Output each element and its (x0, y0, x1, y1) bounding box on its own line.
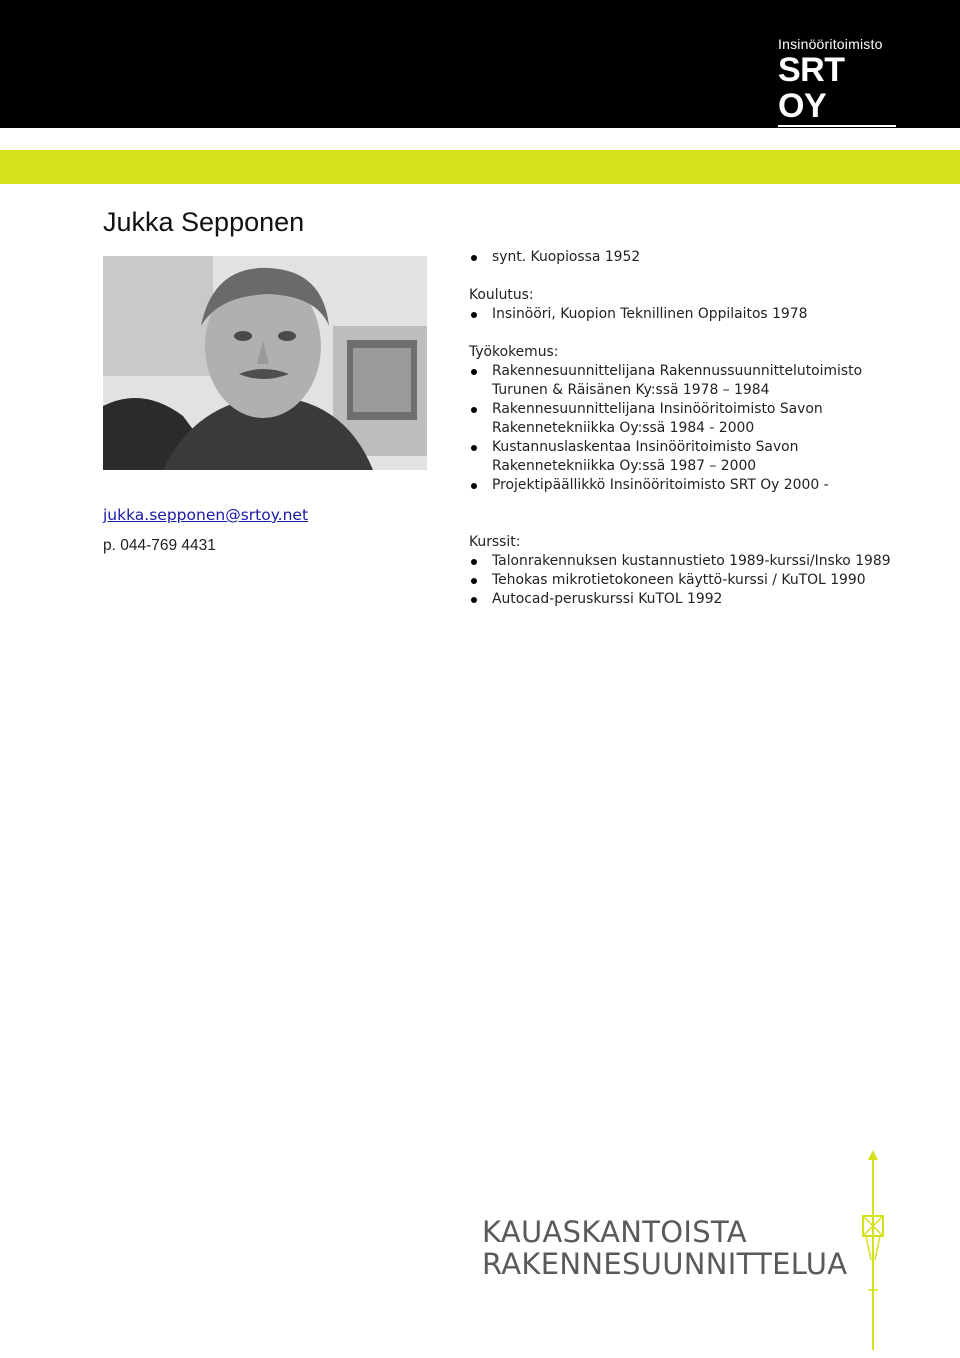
logo-line1: Insinööritoimisto (778, 36, 883, 52)
portrait-photo (103, 256, 427, 470)
list-item: Talonrakennuksen kustannustieto 1989-kurssi/Insko 1989 (469, 552, 899, 571)
email-link[interactable]: jukka.sepponen@srtoy.net (103, 506, 309, 524)
portrait-image (103, 256, 427, 470)
born-item: synt. Kuopiossa 1952 (469, 248, 899, 267)
experience-list (469, 362, 899, 495)
company-logo (778, 36, 900, 127)
phone-number: p. 044-769 4431 (103, 537, 216, 554)
born-list (469, 248, 899, 267)
cv-details (469, 248, 899, 609)
education-list (469, 305, 899, 324)
person-name: Jukka Sepponen (103, 207, 305, 237)
logo-line2: SRT OY (778, 51, 845, 125)
list-item: Kustannuslaskentaa Insinööritoimisto Savon Rakennetekniikka Oy:ssä 1987 – 2000 (469, 438, 899, 476)
list-item: Tehokas mikrotietokoneen käyttö-kurssi / KuTOL 1990 (469, 571, 899, 590)
slogan-line2: RAKENNESUUNNITTELUA (482, 1247, 848, 1281)
list-item: Projektipäällikkö Insinööritoimisto SRT Oy 2000 - (469, 476, 899, 495)
accent-stripe (0, 150, 960, 184)
logo-underline (778, 125, 896, 127)
header-bar (0, 0, 960, 128)
list-item: Insinööri, Kuopion Teknillinen Oppilaitos 1978 (469, 305, 899, 324)
courses-list (469, 552, 899, 609)
slogan-line1: KAUASKANTOISTA (482, 1215, 747, 1249)
tower-icon (858, 1150, 888, 1350)
experience-title: Työkokemus: (469, 344, 559, 360)
education-title: Koulutus: (469, 287, 534, 303)
list-item: Autocad-peruskurssi KuTOL 1992 (469, 590, 899, 609)
list-item: Rakennesuunnittelijana Rakennussuunnittelutoimisto Turunen & Räisänen Ky:ssä 1978 – 1984 (469, 362, 899, 400)
slogan (482, 1216, 847, 1280)
list-item: Rakennesuunnittelijana Insinööritoimisto Savon Rakennetekniikka Oy:ssä 1984 - 2000 (469, 400, 899, 438)
courses-title: Kurssit: (469, 534, 521, 550)
